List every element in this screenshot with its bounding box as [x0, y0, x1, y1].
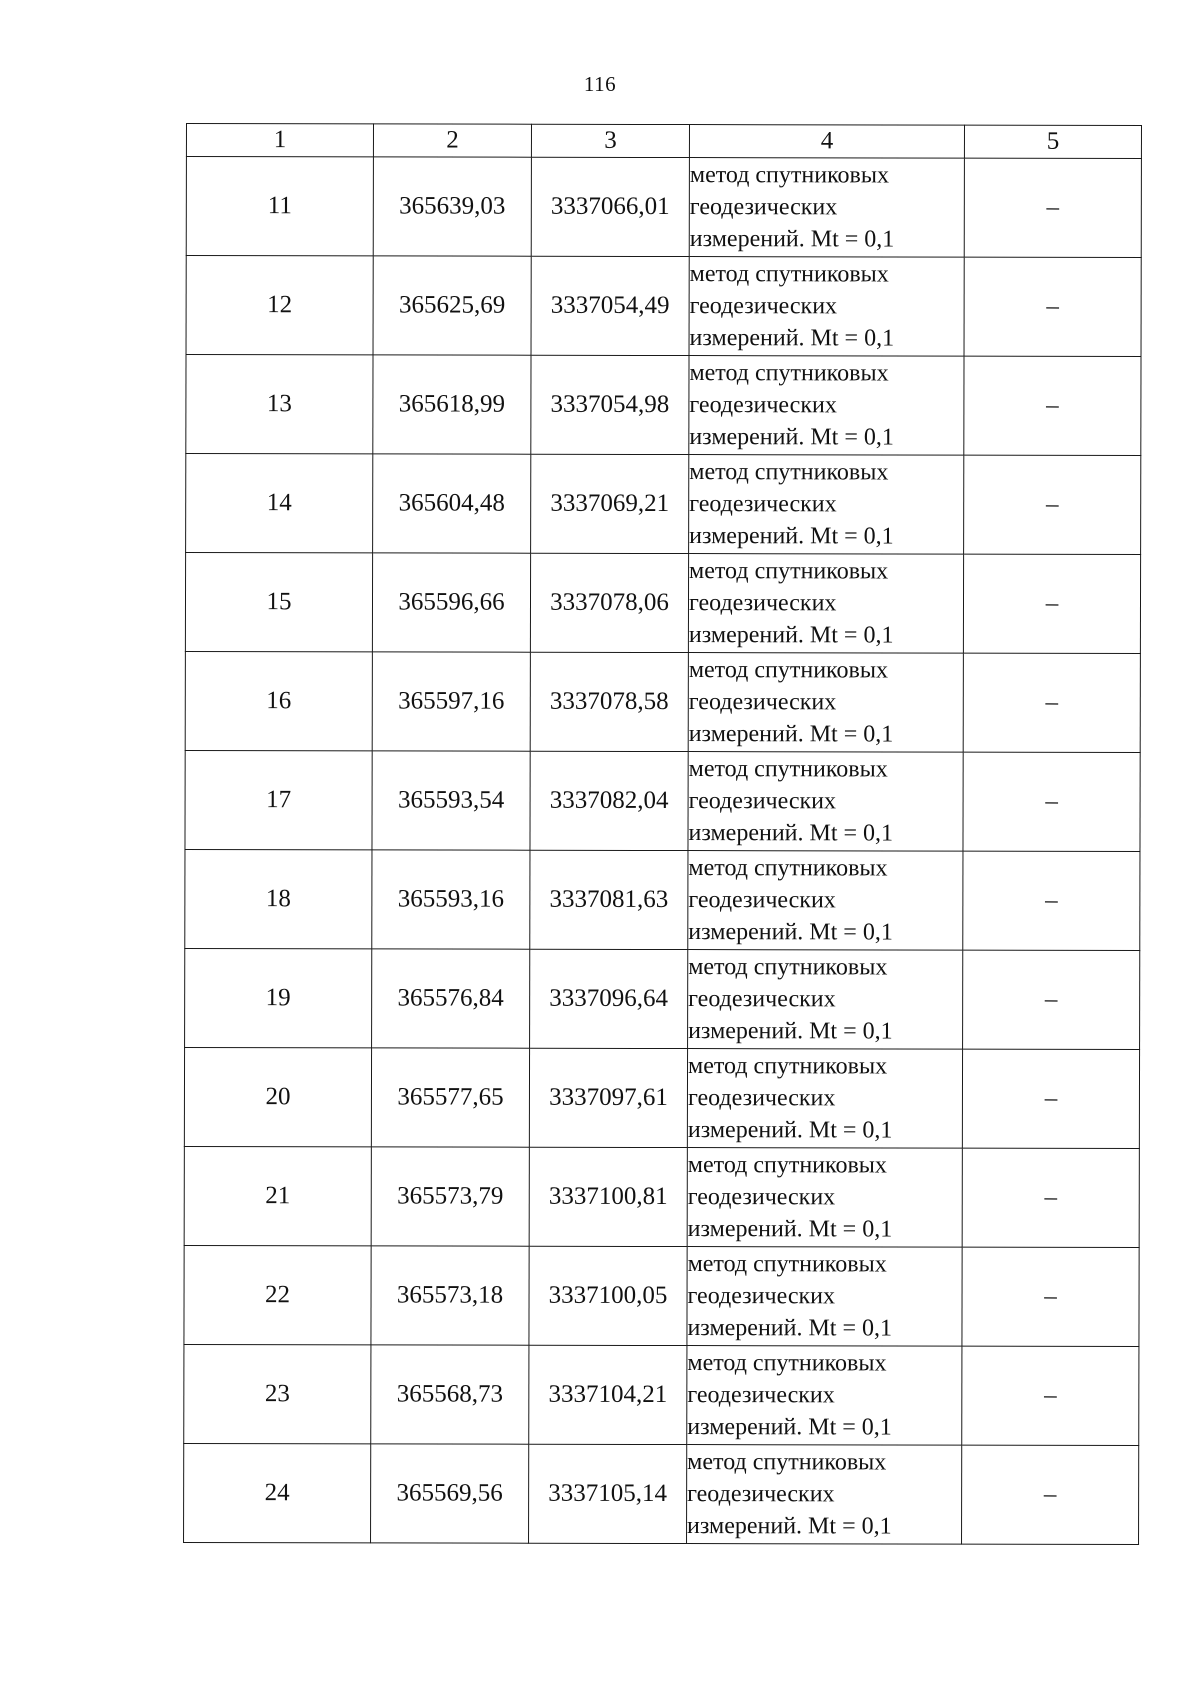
- method-line: метод спутниковых: [687, 1053, 888, 1080]
- note-cell: –: [964, 455, 1141, 554]
- x-coordinate-cell: 365577,65: [371, 1048, 529, 1147]
- method-line: геодезических: [687, 1184, 836, 1211]
- column-header-1: 1: [186, 124, 373, 157]
- y-coordinate-cell: 3337097,61: [529, 1048, 687, 1147]
- column-header-4: 4: [689, 125, 964, 159]
- y-coordinate-cell: 3337078,06: [530, 553, 688, 652]
- method-line: метод спутниковых: [688, 855, 888, 882]
- method-line: геодезических: [689, 491, 837, 518]
- method-line: метод спутниковых: [689, 360, 889, 387]
- method-line: метод спутниковых: [689, 459, 889, 486]
- point-number-cell: 23: [184, 1344, 371, 1443]
- method-line: измерений. Mt = 0,1: [689, 523, 894, 550]
- y-coordinate-cell: 3337082,04: [530, 751, 688, 850]
- note-cell: –: [963, 950, 1140, 1049]
- point-number-cell: 18: [185, 849, 372, 948]
- x-coordinate-cell: 365573,79: [371, 1147, 529, 1246]
- table-row: [184, 1146, 1139, 1247]
- method-line: измерений. Mt = 0,1: [687, 1216, 893, 1243]
- method-line: метод спутниковых: [689, 261, 889, 288]
- table-row: [185, 750, 1140, 851]
- note-cell: –: [963, 752, 1140, 851]
- table-row: [184, 1047, 1139, 1148]
- method-cell: [689, 158, 964, 258]
- method-line: измерений. Mt = 0,1: [689, 325, 895, 352]
- method-cell: [687, 1049, 962, 1149]
- table-row: [184, 1245, 1139, 1346]
- y-coordinate-cell: 3337054,49: [531, 256, 689, 355]
- method-cell: [689, 257, 964, 357]
- method-line: метод спутниковых: [687, 1350, 887, 1377]
- y-coordinate-cell: 3337105,14: [529, 1444, 687, 1543]
- method-line: геодезических: [689, 293, 838, 320]
- table-row: [185, 553, 1140, 654]
- y-coordinate-cell: 3337081,63: [530, 850, 688, 949]
- method-cell: [689, 356, 964, 456]
- method-line: геодезических: [687, 1481, 835, 1508]
- note-cell: –: [963, 653, 1140, 752]
- method-line: измерений. Mt = 0,1: [688, 919, 893, 946]
- point-number-cell: 16: [185, 651, 372, 750]
- method-cell: [687, 1445, 962, 1545]
- point-number-cell: 17: [185, 750, 372, 849]
- y-coordinate-cell: 3337100,81: [529, 1147, 687, 1246]
- point-number-cell: 20: [184, 1047, 371, 1146]
- note-cell: –: [963, 554, 1140, 653]
- method-line: измерений. Mt = 0,1: [688, 721, 894, 748]
- note-cell: –: [964, 158, 1141, 257]
- x-coordinate-cell: 365573,18: [371, 1246, 529, 1345]
- table-row: [185, 651, 1140, 752]
- y-coordinate-cell: 3337078,58: [530, 652, 688, 751]
- note-cell: –: [964, 356, 1141, 455]
- point-number-cell: 12: [186, 256, 373, 355]
- method-line: метод спутниковых: [687, 1251, 887, 1278]
- point-number-cell: 22: [184, 1245, 371, 1344]
- table-row: [184, 1344, 1139, 1445]
- method-line: измерений. Mt = 0,1: [689, 424, 894, 451]
- x-coordinate-cell: 365597,16: [372, 652, 530, 751]
- method-line: геодезических: [687, 1085, 836, 1112]
- table-row: [186, 157, 1141, 258]
- page-number: 116: [583, 72, 617, 96]
- method-line: геодезических: [688, 689, 837, 716]
- method-cell: [687, 1346, 962, 1446]
- method-line: измерений. Mt = 0,1: [687, 1414, 892, 1441]
- table-row: [185, 849, 1140, 950]
- method-line: метод спутниковых: [688, 954, 888, 981]
- method-line: измерений. Mt = 0,1: [688, 820, 894, 847]
- method-cell: [688, 554, 963, 654]
- method-line: метод спутниковых: [687, 1152, 887, 1179]
- method-line: геодезических: [687, 1283, 836, 1310]
- note-cell: –: [963, 851, 1140, 950]
- method-cell: [687, 1247, 962, 1347]
- table-row: [185, 948, 1140, 1049]
- table-body: [184, 157, 1142, 1545]
- method-line: измерений. Mt = 0,1: [689, 226, 895, 253]
- method-line: метод спутниковых: [688, 657, 888, 684]
- method-cell: [687, 1148, 962, 1248]
- method-cell: [688, 950, 963, 1050]
- x-coordinate-cell: 365568,73: [371, 1345, 529, 1444]
- note-cell: –: [962, 1148, 1139, 1247]
- point-number-cell: 21: [184, 1146, 371, 1245]
- y-coordinate-cell: 3337104,21: [529, 1345, 687, 1444]
- point-number-cell: 15: [185, 553, 372, 652]
- method-line: геодезических: [688, 986, 836, 1013]
- point-number-cell: 11: [186, 157, 373, 256]
- note-cell: –: [962, 1445, 1139, 1544]
- method-line: метод спутниковых: [688, 756, 888, 783]
- point-number-cell: 13: [186, 355, 373, 454]
- y-coordinate-cell: 3337054,98: [531, 355, 689, 454]
- note-cell: –: [962, 1247, 1139, 1346]
- column-header-3: 3: [531, 124, 689, 157]
- x-coordinate-cell: 365596,66: [372, 553, 530, 652]
- method-line: геодезических: [687, 1382, 835, 1409]
- method-cell: [688, 653, 963, 753]
- x-coordinate-cell: 365625,69: [373, 256, 531, 355]
- method-line: геодезических: [689, 194, 838, 221]
- method-line: измерений. Mt = 0,1: [687, 1315, 893, 1342]
- method-line: геодезических: [688, 590, 837, 617]
- note-cell: –: [962, 1346, 1139, 1445]
- method-cell: [688, 752, 963, 852]
- y-coordinate-cell: 3337069,21: [531, 454, 689, 553]
- x-coordinate-cell: 365593,54: [372, 751, 530, 850]
- y-coordinate-cell: 3337096,64: [530, 949, 688, 1048]
- table-row: [186, 256, 1141, 357]
- table-row: [186, 355, 1141, 456]
- x-coordinate-cell: 365593,16: [372, 850, 530, 949]
- method-line: измерений. Mt = 0,1: [688, 1018, 893, 1045]
- x-coordinate-cell: 365618,99: [373, 355, 531, 454]
- x-coordinate-cell: 365604,48: [373, 454, 531, 553]
- point-number-cell: 24: [184, 1443, 371, 1542]
- x-coordinate-cell: 365569,56: [371, 1444, 529, 1543]
- note-cell: –: [964, 257, 1141, 356]
- method-cell: [688, 851, 963, 951]
- method-line: геодезических: [689, 392, 837, 419]
- table-header-row: [186, 124, 1141, 159]
- x-coordinate-cell: 365576,84: [372, 949, 530, 1048]
- method-line: измерений. Mt = 0,1: [687, 1513, 892, 1540]
- method-cell: [689, 455, 964, 555]
- column-header-2: 2: [373, 124, 531, 157]
- method-line: метод спутниковых: [689, 558, 889, 585]
- column-header-5: 5: [964, 125, 1141, 158]
- method-line: метод спутниковых: [689, 162, 890, 189]
- point-number-cell: 14: [186, 454, 373, 553]
- table-row: [186, 454, 1141, 555]
- y-coordinate-cell: 3337066,01: [531, 157, 689, 256]
- method-line: геодезических: [688, 788, 837, 815]
- note-cell: –: [962, 1049, 1139, 1148]
- x-coordinate-cell: 365639,03: [373, 157, 531, 256]
- y-coordinate-cell: 3337100,05: [529, 1246, 687, 1345]
- table-row: [184, 1443, 1139, 1544]
- point-number-cell: 19: [185, 948, 372, 1047]
- method-line: измерений. Mt = 0,1: [687, 1117, 893, 1144]
- method-line: измерений. Mt = 0,1: [688, 622, 894, 649]
- method-line: геодезических: [688, 887, 836, 914]
- method-line: метод спутниковых: [687, 1449, 887, 1476]
- coordinates-table: [183, 123, 1142, 1545]
